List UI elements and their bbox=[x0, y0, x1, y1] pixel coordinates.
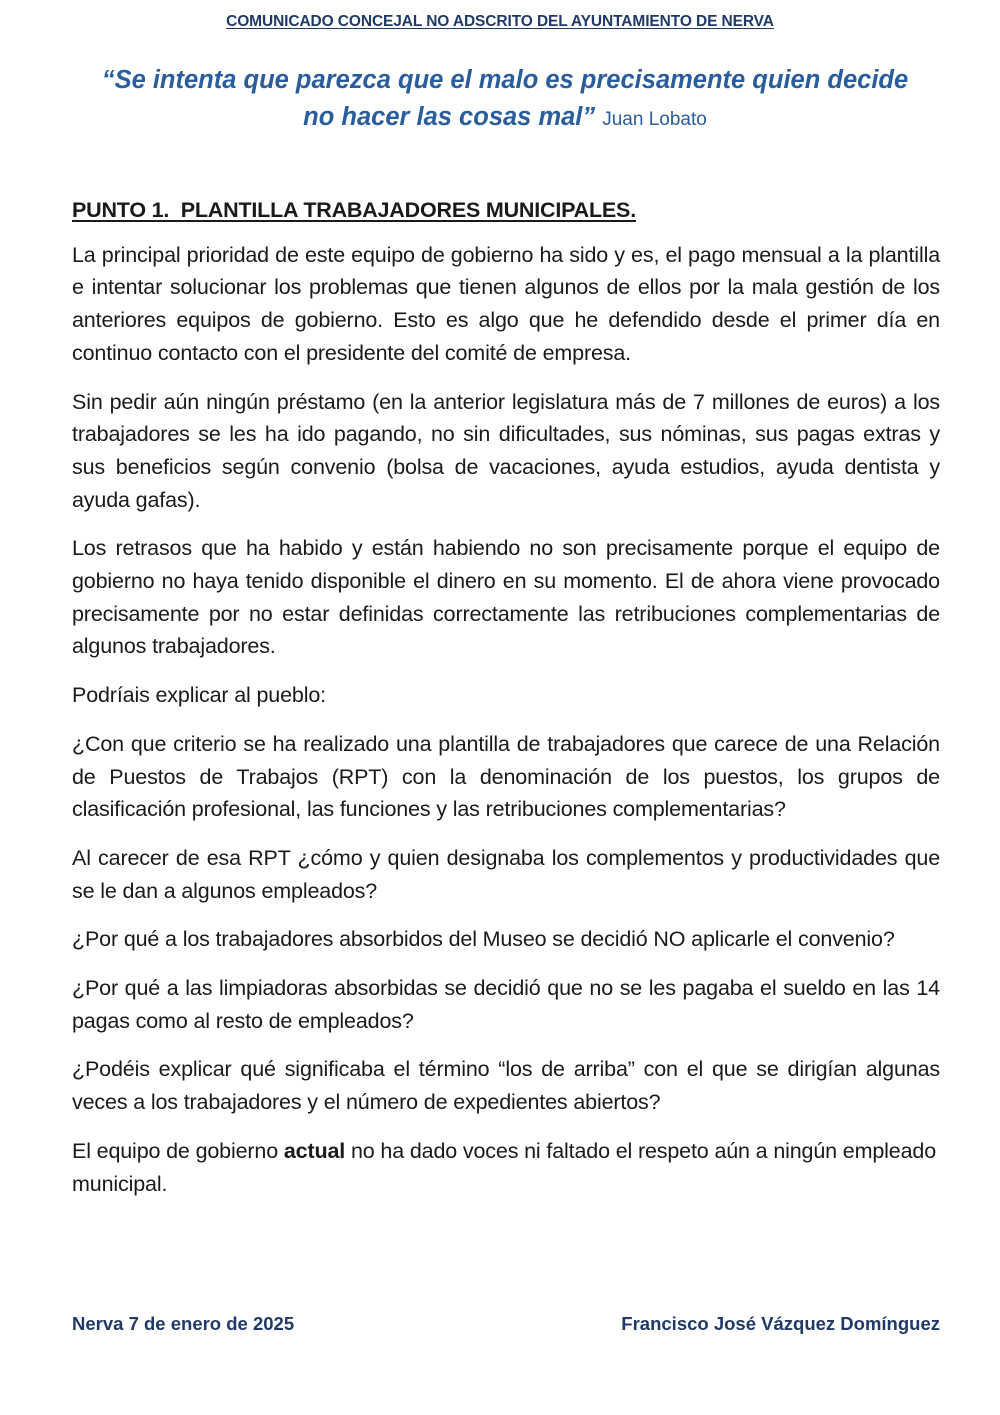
closing-text-after: no ha dado voces ni faltado el respeto aún a ningún empleado municipal. bbox=[72, 1138, 937, 1196]
quote-line-2-text: no hacer las cosas mal” bbox=[303, 103, 596, 131]
closing-text-before: El equipo de gobierno bbox=[72, 1138, 284, 1163]
footer-signature: Francisco José Vázquez Domínguez bbox=[621, 1313, 940, 1334]
closing-text-bold: actual bbox=[283, 1138, 346, 1163]
question-1: ¿Con que criterio se ha realizado una plantilla de trabajadores que carece de una Relación de Puestos de Trabajos (RPT) con la denominación de los puestos, los grupos de clasificación profesional, las funciones y las retribuciones complementarias? bbox=[72, 731, 940, 822]
quote-line-1: “Se intenta que parezca que el malo es precisamente quien decide bbox=[101, 66, 909, 94]
quote-author: Juan Lobato bbox=[602, 109, 707, 130]
paragraph-2: Sin pedir aún ningún préstamo (en la anterior legislatura más de 7 millones de euros) a los trabajadores se les ha ido pagando, no sin dificultades, sus nóminas, sus pagas extras y sus beneficios según convenio (bolsa de vacaciones, ayuda estudios, ayuda dentista y ayuda gafas). bbox=[72, 389, 940, 512]
question-4: ¿Por qué a las limpiadoras absorbidas se decidió que no se les pagaba el sueldo en las 14 pagas como al resto de empleados? bbox=[72, 976, 940, 1033]
question-2: Al carecer de esa RPT ¿cómo y quien designaba los complementos y productividades que se le dan a algunos empleados? bbox=[72, 845, 940, 903]
document-header: COMUNICADO CONCEJAL NO ADSCRITO DEL AYUNTAMIENTO DE NERVA bbox=[226, 13, 774, 30]
section-heading: PUNTO 1. PLANTILLA TRABAJADORES MUNICIPALES. bbox=[72, 198, 636, 222]
question-5: ¿Podéis explicar qué significaba el término “los de arriba” con el que se dirigían algunas veces a los trabajadores y el número de expedientes abiertos? bbox=[72, 1057, 940, 1115]
document-body bbox=[72, 194, 940, 1216]
paragraph-1: La principal prioridad de este equipo de gobierno ha sido y es, el pago mensual a la plantilla e intentar solucionar los problemas que tienen algunos de ellos por la mala gestión de los anteriores equipos de gobierno. Esto es algo que he defendido desde el primer día en continuo contacto con el presidente del comité de empresa. bbox=[72, 242, 940, 365]
quote-line-2 bbox=[60, 99, 950, 138]
epigraph-quote bbox=[60, 62, 950, 138]
paragraph-3: Los retrasos que ha habido y están habiendo no son precisamente porque el equipo de gobierno no haya tenido disponible el dinero en su momento. El de ahora viene provocado precisamente por no estar definidas correctamente las retribuciones complementarias de algunos trabajadores. bbox=[72, 536, 940, 659]
closing-paragraph bbox=[72, 1135, 940, 1200]
paragraph-4: Podríais explicar al pueblo: bbox=[72, 683, 326, 708]
question-3: ¿Por qué a los trabajadores absorbidos del Museo se decidió NO aplicarle el convenio? bbox=[72, 927, 895, 952]
footer-place-date: Nerva 7 de enero de 2025 bbox=[72, 1313, 295, 1334]
